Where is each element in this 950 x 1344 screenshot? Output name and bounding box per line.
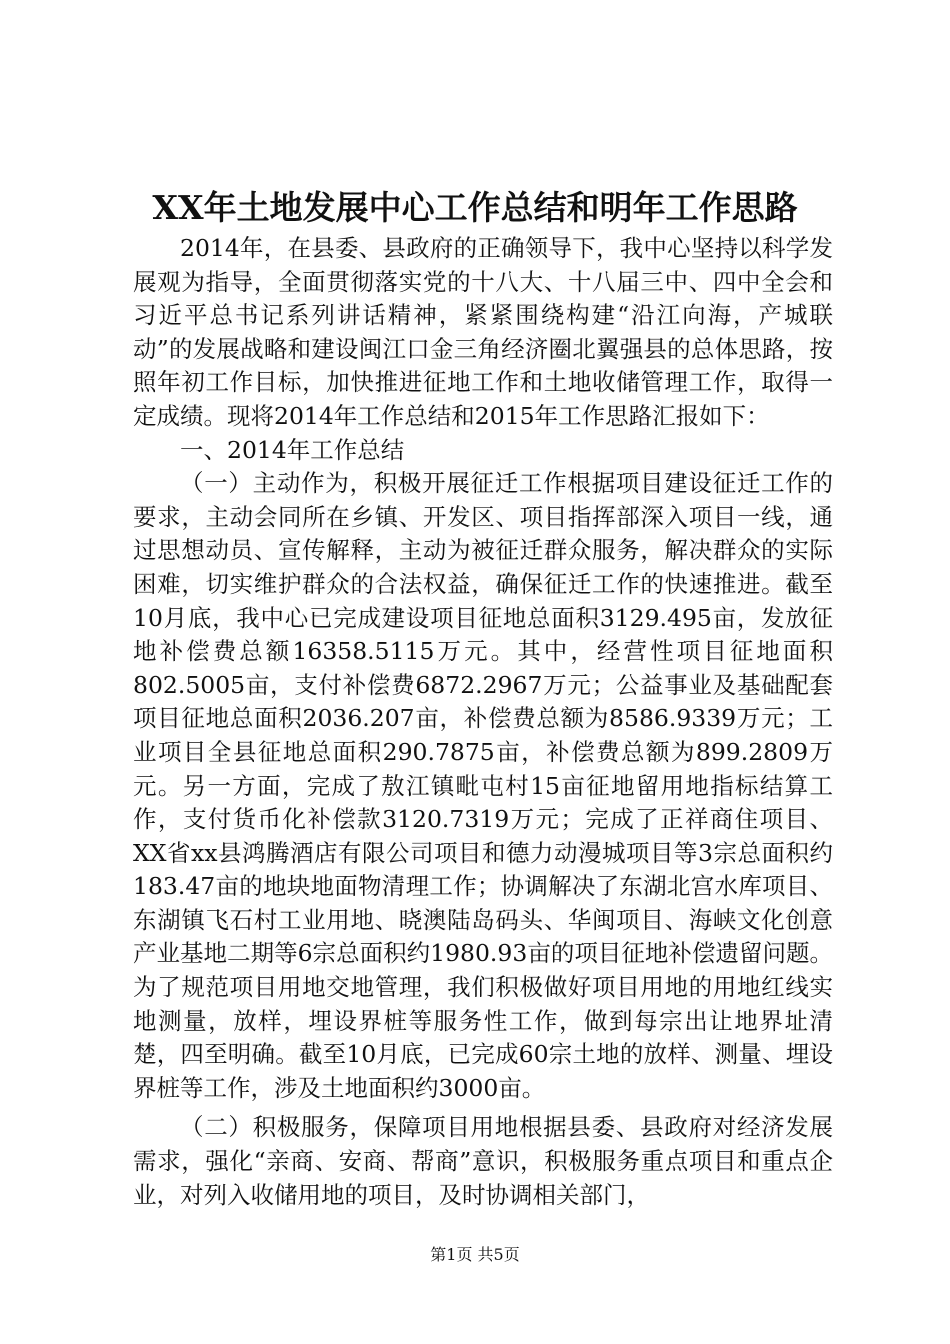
document-body [133,232,833,1212]
page-footer: 第1页 共5页 [430,1245,520,1264]
document-title: XX年土地发展中心工作总结和明年工作思路 [152,188,798,227]
paragraph-intro: 2014年，在县委、县政府的正确领导下，我中心坚持以科学发展观为指导，全面贯彻落实党的十八大、十八届三中、四中全会和习近平总书记系列讲话精神，紧紧围绕构建“沿江向海，产城联动”的发展战略和建设闽江口金三角经济圈北翼强县的总体思路，按照年初工作目标，加快推进征地工作和土地收储管理工作，取得一定成绩。现将2014年工作总结和2015年工作思路汇报如下： [133,234,833,430]
paragraph-section-2: （二）积极服务，保障项目用地根据县委、县政府对经济发展需求，强化“亲商、安商、帮商”意识，积极服务重点项目和重点企业，对列入收储用地的项目，及时协调相关部门， [133,1113,833,1209]
paragraph-section-1: （一）主动作为，积极开展征迁工作根据项目建设征迁工作的要求，主动会同所在乡镇、开发区、项目指挥部深入项目一线，通过思想动员、宣传解释，主动为被征迁群众服务，解决群众的实际困难，切实维护群众的合法权益，确保征迁工作的快速推进。截至10月底，我中心已完成建设项目征地总面积3129.495亩，发放征地补偿费总额16358.5115万元。其中，经营性项目征地面积802.5005亩，支付补偿费6872.2967万元；公益事业及基础配套项目征地总面积2036.207亩，补偿费总额为8586.9339万元；工业项目全县征地总面积290.7875亩，补偿费总额为899.2809万元。另一方面，完成了敖江镇毗屯村15亩征地留用地指标结算工作，支付货币化补偿款3120.7319万元；完成了正祥商住项目、XX省xx县鸿腾酒店有限公司项目和德力动漫城项目等3宗总面积约183.47亩的地块地面物清理工作；协调解决了东湖北宫水库项目、东湖镇飞石村工业用地、晓澳陆岛码头、华闽项目、海峡文化创意产业基地二期等6宗总面积约1980.93亩的项目征地补偿遗留问题。为了规范项目用地交地管理，我们积极做好项目用地的用地红线实地测量，放样，埋设界桩等服务性工作，做到每宗出让地界址清楚，四至明确。截至10月底，已完成60宗土地的放样、测量、埋设界桩等工作，涉及土地面积约3000亩。 [133,469,833,1102]
section-heading: 一、2014年工作总结 [180,435,405,464]
